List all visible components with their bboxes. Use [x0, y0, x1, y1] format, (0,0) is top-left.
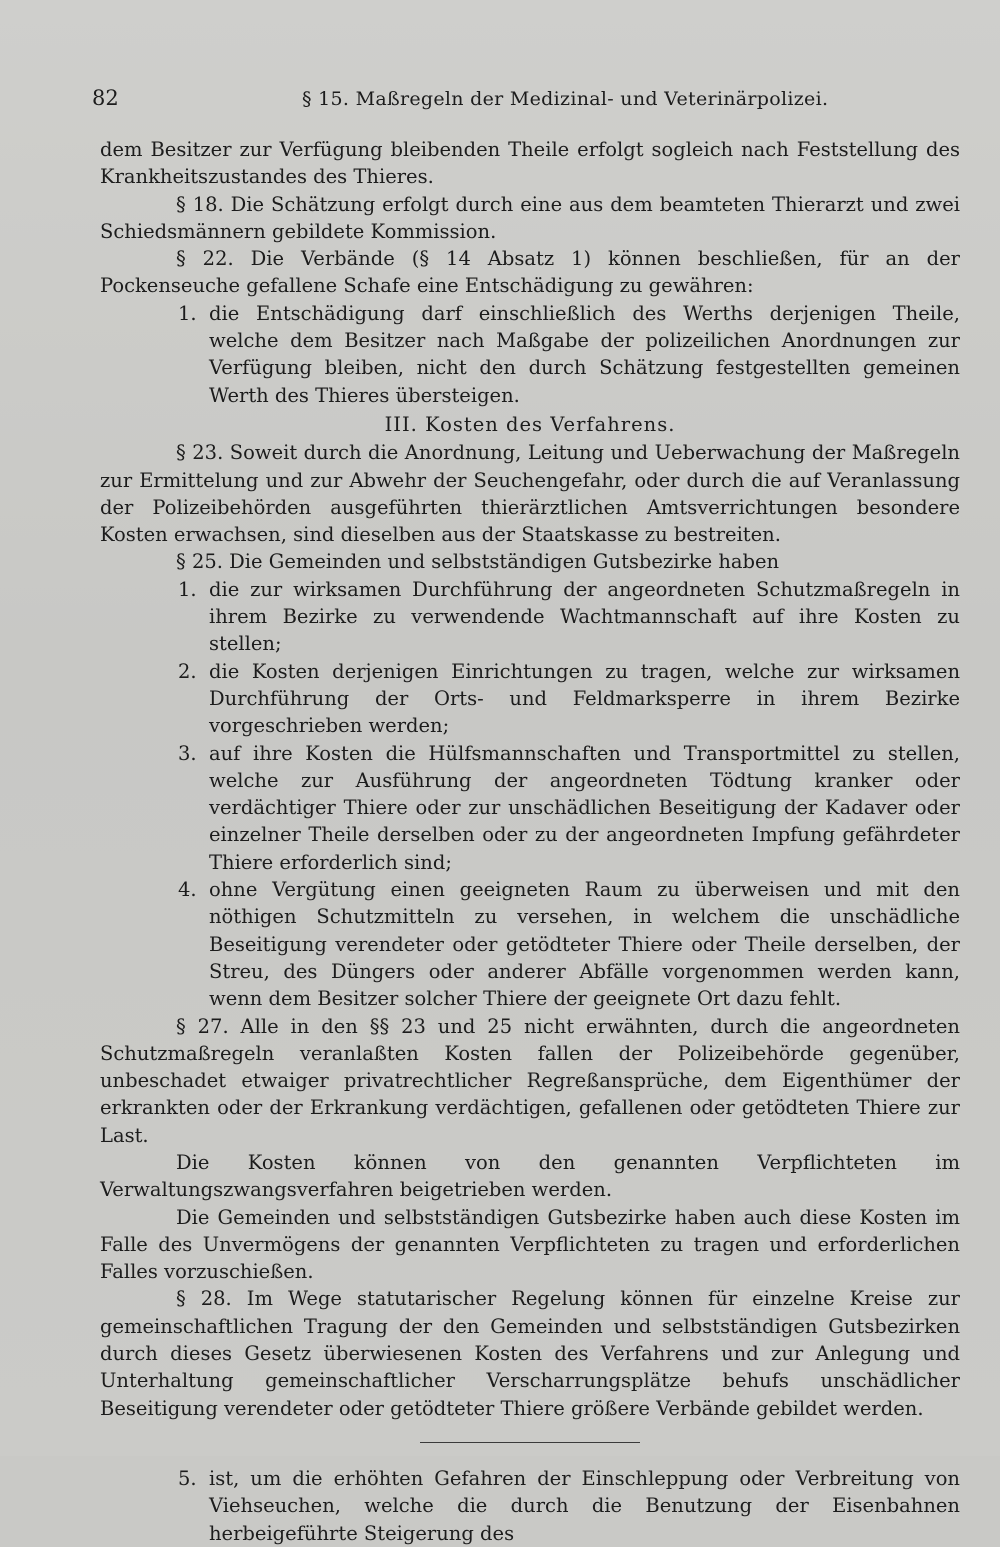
- page-header: [92, 86, 962, 116]
- list-item-text: die Entschädigung darf einschließlich des Werths derjenigen Theile, welche dem Besitzer nach Maßgabe der polizeilichen Anordnungen zur Verfügung bleiben, nicht den durch Schätzung festgestellten gemeinen Werth des Thieres übersteigen.: [209, 301, 960, 407]
- list-item-number: 4.: [178, 878, 197, 902]
- list-item: [100, 576, 960, 658]
- list-item-text: die zur wirksamen Durchführung der angeordneten Schutzmaßregeln in ihrem Bezirke zu verwendende Wachtmannschaft auf ihre Kosten zu stellen;: [209, 577, 960, 656]
- paragraph-28: § 28. Im Wege statutarischer Regelung können für einzelne Kreise zur gemeinschaftlichen Tragung der den Gemeinden und selbstständigen Gutsbezirken durch dieses Gesetz überwiesenen Kosten des Verfahrens und zur Anlegung und Unterhaltung gemeinschaftlicher Verscharrungsplätze behufs unschädlicher Beseitigung verendeter oder getödteter Thiere größere Verbände gebildet werden.: [100, 1287, 960, 1420]
- list-item-text: ohne Vergütung einen geeigneten Raum zu überweisen und mit den nöthigen Schutzmitteln zu versehen, in welchem die unschädliche Beseitigung verendeter oder getödteter Thiere oder Theile derselben, der Streu, des Düngers oder anderer Abfälle vorgenommen werden kann, wenn dem Besitzer solcher Thiere der geeignete Ort dazu fehlt.: [209, 878, 960, 1011]
- list-item: [100, 658, 960, 740]
- list-item-text: auf ihre Kosten die Hülfsmannschaften und Transportmittel zu stellen, welche zur Ausführung der angeordneten Tödtung kranker oder verdächtiger Thiere oder zur unschädlichen Beseitigung der Kadaver oder einzelner Theile derselben oder zu der angeordneten Impfung gefährdeter Thiere erforderlich sind;: [209, 741, 960, 874]
- list-item: [100, 1465, 960, 1547]
- page-number: 82: [92, 86, 119, 110]
- list-item-number: 5.: [178, 1466, 197, 1490]
- list-item: [100, 740, 960, 876]
- paragraph-18: § 18. Die Schätzung erfolgt durch eine aus dem beamteten Thierarzt und zwei Schiedsmännern gebildete Kommission.: [100, 192, 960, 243]
- paragraph-25: § 25. Die Gemeinden und selbstständigen Gutsbezirke haben: [176, 550, 780, 574]
- list-item-text: die Kosten derjenigen Einrichtungen zu tragen, welche zur wirksamen Durchführung der Orts- und Feldmarksperre in ihrem Bezirke vorgeschrieben werden;: [209, 659, 960, 738]
- list-item-text: ist, um die erhöhten Gefahren der Einschleppung oder Verbreitung von Viehseuchen, welche die durch die Benutzung der Eisenbahnen herbeigeführte Steigerung des: [209, 1466, 960, 1545]
- list-item: [100, 300, 960, 409]
- paragraph-22: § 22. Die Verbände (§ 14 Absatz 1) können beschließen, für an der Pockenseuche gefallene Schafe eine Entschädigung zu gewähren:: [100, 247, 960, 298]
- running-head: § 15. Maßregeln der Medizinal- und Veterinärpolizei.: [302, 88, 829, 110]
- continued-paragraph: dem Besitzer zur Verfügung bleibenden Theile erfolgt sogleich nach Feststellung des Krankheitszustandes des Thieres.: [100, 138, 960, 189]
- paragraph-27: § 27. Alle in den §§ 23 und 25 nicht erwähnten, durch die angeordneten Schutzmaßregeln veranlaßten Kosten fallen der Polizeibehörde gegenüber, unbeschadet etwaiger privatrechtlicher Regreßansprüche, dem Eigenthümer der erkrankten oder der Erkrankung verdächtigen, gefallenen oder getödteten Thiere zur Last.: [100, 1014, 960, 1147]
- section-heading: III. Kosten des Verfahrens.: [384, 412, 676, 436]
- divider-rule: [420, 1442, 640, 1443]
- list-item-number: 1.: [178, 301, 197, 325]
- list-item-number: 1.: [178, 577, 197, 601]
- list-item: [100, 876, 960, 1012]
- list-item-number: 3.: [178, 741, 197, 765]
- list-item-number: 2.: [178, 659, 197, 683]
- paragraph-27-second: Die Kosten können von den genannten Verpflichteten im Verwaltungszwangsverfahren beigetrieben werden.: [100, 1150, 960, 1202]
- paragraph-23: § 23. Soweit durch die Anordnung, Leitung und Ueberwachung der Maßregeln zur Ermittelung und zur Abwehr der Seuchengefahr, oder durch die auf Veranlassung der Polizeibehörden ausgeführten thierärztlichen Amtsverrichtungen besondere Kosten erwachsen, sind dieselben aus der Staatskasse zu bestreiten.: [100, 441, 960, 547]
- paragraph-27-third: Die Gemeinden und selbstständigen Gutsbezirke haben auch diese Kosten im Falle des Unvermögens der genannten Verpflichteten zu tragen und erforderlichen Falles vorzuschießen.: [100, 1205, 960, 1284]
- page-body: [100, 136, 960, 1547]
